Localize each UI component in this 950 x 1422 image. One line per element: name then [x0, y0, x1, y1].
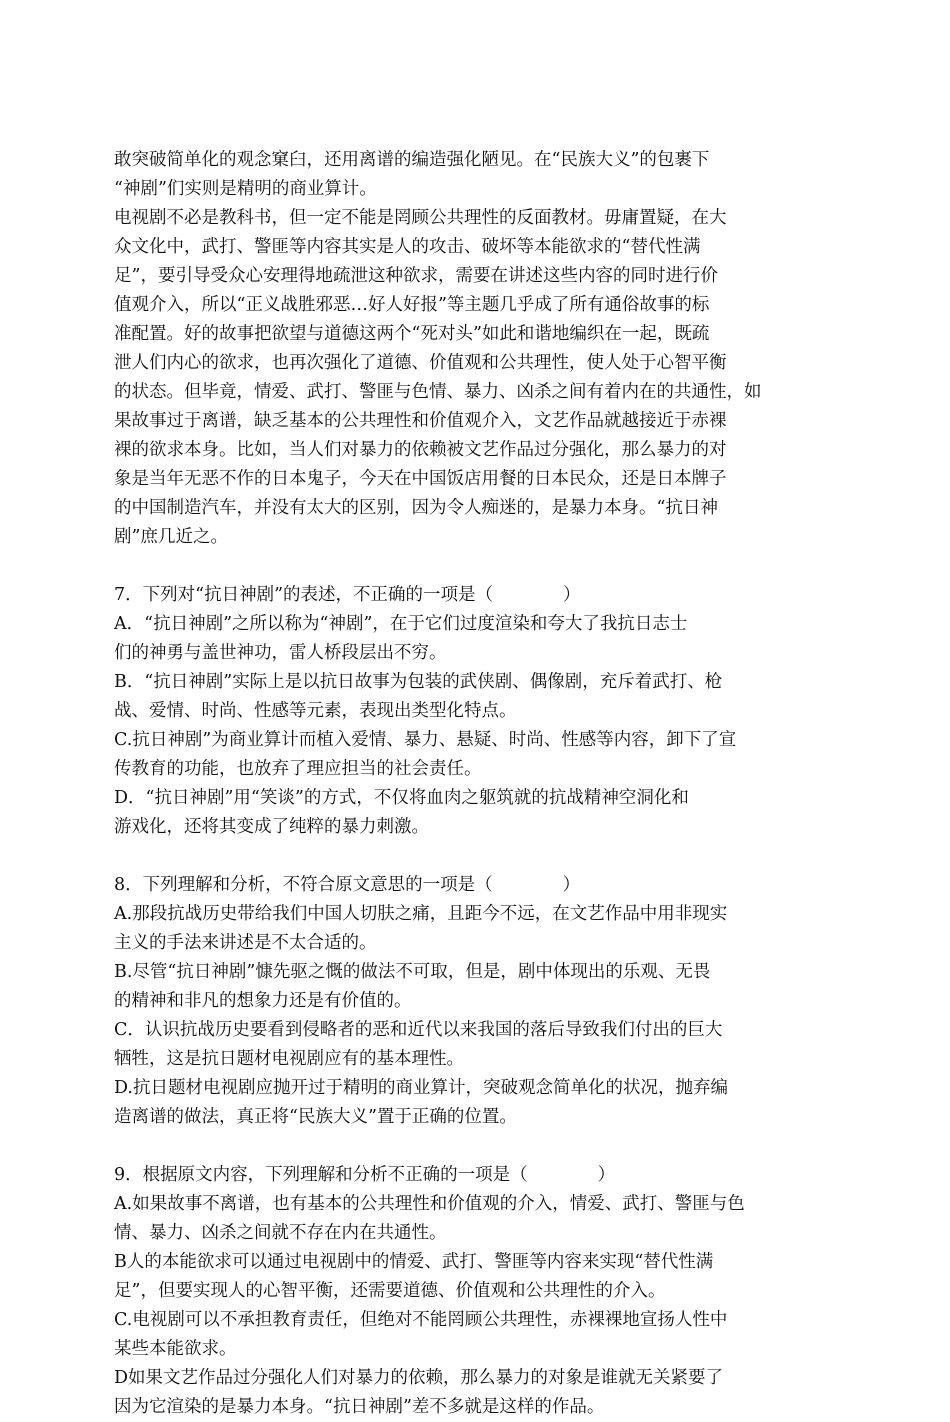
option-c: C.电视剧可以不承担教育责任，但绝对不能罔顾公共理性，赤裸裸地宣扬人性中 [114, 1310, 728, 1330]
option-d-cont: 游戏化，还将其变成了纯粹的暴力刺激。 [114, 817, 429, 837]
option-c: C.抗日神剧”为商业算计而植入爱情、暴力、悬疑、时尚、性感等内容，卸下了宣 [114, 730, 737, 750]
option-c-cont: 传教育的功能，也放弃了理应担当的社会责任。 [114, 759, 482, 779]
spacer [114, 842, 814, 871]
question-stem: 9．根据原文内容，下列理解和分析不正确的一项是（ ） [114, 1165, 616, 1185]
option-b: B.尽管“抗日神剧”慷先驱之慨的做法不可取，但是，剧中体现出的乐观、无畏 [114, 962, 711, 982]
passage-line: 电视剧不必是教科书，但一定不能是罔顾公共理性的反面教材。毋庸置疑，在大 [114, 208, 727, 228]
spacer [114, 1132, 814, 1161]
passage-line: “神剧”们实则是精明的商业算计。 [114, 179, 377, 199]
document-page [114, 146, 814, 1422]
option-a-cont: 情、暴力、凶杀之间就不存在内在共通性。 [114, 1223, 447, 1243]
option-c-cont: 某些本能欲求。 [114, 1339, 237, 1359]
option-a-cont: 主义的手法来讲述是不太合适的。 [114, 933, 377, 953]
passage-line: 剧”庶几近之。 [114, 527, 228, 547]
option-a: A．“抗日神剧”之所以称为“神剧”，在于它们过度渲染和夸大了我抗日志士 [114, 614, 688, 634]
question-7 [114, 581, 814, 842]
question-9 [114, 1161, 814, 1422]
question-8 [114, 871, 814, 1132]
spacer [114, 552, 814, 581]
option-c-cont: 牺牲，这是抗日题材电视剧应有的基本理性。 [114, 1049, 464, 1069]
option-d: D．“抗日神剧”用“笑谈”的方式，不仅将血肉之躯筑就的抗战精神空洞化和 [114, 788, 689, 808]
passage-line: 裸的欲求本身。比如，当人们对暴力的依赖被文艺作品过分强化，那么暴力的对 [114, 440, 727, 460]
passage-line: 的状态。但毕竟，情爱、武打、警匪与色情、暴力、凶杀之间有着内在的共通性，如 [114, 382, 762, 402]
passage-line: 准配置。好的故事把欲望与道德这两个“死对头”如此和谐地编织在一起，既疏 [114, 324, 710, 344]
option-d: D.抗日题材电视剧应抛开过于精明的商业算计，突破观念简单化的状况，抛弃编 [114, 1078, 728, 1098]
passage-line: 众文化中，武打、警匪等内容其实是人的攻击、破坏等本能欲求的“替代性满 [114, 237, 701, 257]
passage [114, 146, 814, 552]
passage-line: 果故事过于离谱，缺乏基本的公共理性和价值观介入，文艺作品就越接近于赤裸 [114, 411, 727, 431]
option-a-cont: 们的神勇与盖世神功，雷人桥段层出不穷。 [114, 643, 447, 663]
option-d-cont: 因为它渲染的是暴力本身。“抗日神剧”差不多就是这样的作品。 [114, 1397, 605, 1417]
passage-line: 值观介入，所以“正义战胜邪恶…好人好报”等主题几乎成了所有通俗故事的标 [114, 295, 710, 315]
question-stem: 8．下列理解和分析，不符合原文意思的一项是（ ） [114, 875, 581, 895]
option-d-cont: 造离谱的做法，真正将“民族大义”置于正确的位置。 [114, 1107, 517, 1127]
passage-line: 的中国制造汽车，并没有太大的区别，因为令人痴迷的，是暴力本身。“抗日神 [114, 498, 718, 518]
option-b-cont: 足”，但要实现人的心智平衡，还需要道德、价值观和公共理性的介入。 [114, 1281, 666, 1301]
option-b: B．“抗日神剧”实际上是以抗日故事为包装的武侠剧、偶像剧，充斥着武打、枪 [114, 672, 723, 692]
option-b-cont: 战、爱情、时尚、性感等元素，表现出类型化特点。 [114, 701, 517, 721]
option-c: C．认识抗战历史要看到侵略者的恶和近代以来我国的落后导致我们付出的巨大 [114, 1020, 723, 1040]
passage-line: 象是当年无恶不作的日本鬼子，今天在中国饭店用餐的日本民众，还是日本牌子 [114, 469, 727, 489]
question-stem: 7．下列对“抗日神剧”的表述，不正确的一项是（ ） [114, 585, 581, 605]
option-d: D如果文艺作品过分强化人们对暴力的依赖，那么暴力的对象是谁就无关紧要了 [114, 1368, 724, 1388]
passage-line: 泄人们内心的欲求，也再次强化了道德、价值观和公共理性，使人处于心智平衡 [114, 353, 727, 373]
option-a: A.那段抗战历史带给我们中国人切肤之痛，且距今不远，在文艺作品中用非现实 [114, 904, 728, 924]
passage-line: 足”，要引导受众心安理得地疏泄这种欲求，需要在讲述这些内容的同时进行价 [114, 266, 718, 286]
option-b: B人的本能欲求可以通过电视剧中的情爱、武打、警匪等内容来实现“替代性满 [114, 1252, 714, 1272]
option-a: A.如果故事不离谱，也有基本的公共理性和价值观的介入，情爱、武打、警匪与色 [114, 1194, 745, 1214]
passage-line: 敢突破简单化的观念窠臼，还用离谱的编造强化陋见。在“民族大义”的包裹下 [114, 150, 710, 170]
option-b-cont: 的精神和非凡的想象力还是有价值的。 [114, 991, 412, 1011]
